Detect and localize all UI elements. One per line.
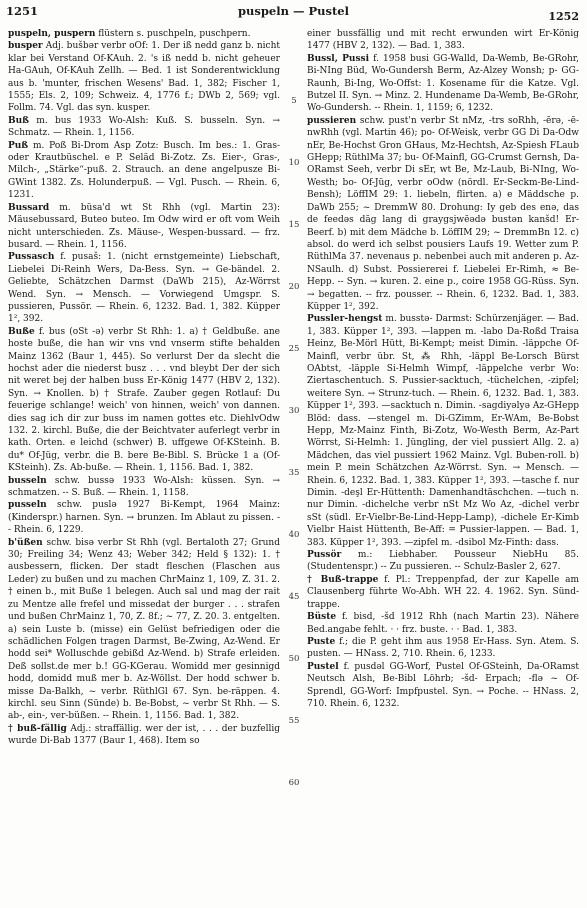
entry <box>307 661 579 711</box>
entry <box>307 28 579 53</box>
running-head: puspeln — Pustel <box>238 4 349 18</box>
line-number: 30 <box>288 406 300 416</box>
entry <box>307 53 579 115</box>
line-number: 5 <box>291 96 297 106</box>
entry <box>8 537 280 723</box>
line-number: 10 <box>288 158 300 168</box>
left-column <box>8 28 280 900</box>
line-number: 25 <box>288 344 300 354</box>
line-number: 55 <box>288 716 300 726</box>
entry <box>8 140 280 202</box>
entry-text: schw. bisə verbr St Rhh (vgl. Bertaloth 27; Grund 30; Freiling 34; Wenz 43; Weber 342; Held § 132): 1. † ausbessern, flicken. Der stadt fleschen (Flaschen aus Leder) zu bußen und zu machen ChrMainz 1, 109, Z. 31. 2. † einen b., mit Buße 1 belegen. Auch sal und mag der rait zu Mentze alle frefel und missedat der burger . . . strafen und bußen ChrMainz 1, 70, Z. 8f.; ~ 77, Z. 20. 3. entgelten. a) sein Luste b. (misse) ein Gelüst befriedigen oder die schädlichen Folgen tragen Darmst, Be-Zwing, Az-Wend. Er hodd sei* Wolluschde gebißd Az-Wend. b) Strafe erleiden. Deß sollst.de mer b.! GG-KGerau. Womidd mer gesinnigd hodd, domidd muß mer b. Az-Wöllst. Der hodd schwer b. misse Da-Balkh, ~ verbr. RüthlGl 67. Syn. be-räppen. 4. kirchl. seu Sinn (Sünde) b. Be-Bobst, ~ verbr St Rhh. — S. ab-, ein-, ver-büßen. -- Rhein. 1, 1156. Bad. 1, 382. <box>8 537 280 722</box>
entry-text: flüstern s. puschpeln, puschpern. <box>95 29 251 39</box>
entry-text: schw. bussə 1933 Wo-Alsh: küssen. Syn. → schmatzen. -- S. Buß. — Rhein. 1, 1158. <box>8 475 280 499</box>
entry-headword: Buß <box>8 115 29 126</box>
entry-headword: busper <box>8 41 43 52</box>
left-column-number: 1251 <box>6 4 39 18</box>
entry-headword: Pussör <box>307 550 342 561</box>
entry-text: schw. puslə 1927 Bi-Kempt, 1964 Mainz: (Kinderspr.) harnen. Syn. → brunzen. Im Ablaut zu pissen. -- Rhein. 6, 1229. <box>8 500 280 536</box>
line-number: 20 <box>288 282 300 292</box>
entry <box>8 40 280 114</box>
entry <box>307 313 579 549</box>
entry-headword: Büste <box>307 612 337 623</box>
entry <box>307 611 579 636</box>
entry-text: f.; die P. geht ihm aus 1958 Er-Hass. Syn. Atem. S. pusten. — HNass. 2, 710. Rhein. 6, 1233. <box>307 636 579 660</box>
right-column-number: 1252 <box>548 10 579 23</box>
entry-headword: Pustel <box>307 661 339 672</box>
entry <box>307 115 579 314</box>
entry-text: schw. pust'n verbr St nMz, -trs soRhh, -ērə, -ē- nwRhh (vgl. Martin 46); po- Of-Weisk, verbr GG Di Da-Odw nEr, Be-Hochst Gron GHaus, Mz-Hechtsh, Az-Spiesh FLaub GHepp; RüthlMa 37; bu- Of-Mainfl, GG-Crumst Gernsh, Da-ORamst Seeh, verbr Di sEr, wt Be, Mz-Laub, Bi-NIng, Wo-Westh; bo- Of-Jüg, verbr oOdw (nördl. Er-Seckm-Be-Lind-Bensh); LöffIM 29: 1. liebeln, flirten. a) e Mäddsche p. DaWb 255; ~ DremmW 80. Drohung: Iy geb des enə, das de feedəs dāg lang di graygsjwēədə bustən kanšd! Er-Beerf. b) mit dem Mädche b. LöffIM 29; ~ DremmBn 12. c) absol. do werd ich selbst pousiers Laufs 19. Wetter zum P. RüthlMa 37. nevenaus p. nebenbei auch mit anderen p. Az-NSaulh. d) Subst. Possiererei f. Liebelei Er-Rimh, ≈ Be-Hepp. -- Syn. → kuren. 2. eine p., coire 1958 GG-Rüss. Syn. → begatten. -- frz. pousser. -- Rhein. 6, 1232. Bad. 1, 383. Küpper 1², 392. <box>307 115 579 312</box>
entry-headword: puspeln, puspern <box>8 29 96 39</box>
entry-text: f. Pl.: Treppenpfad, der zur Kapelle am Clausenberg führte Wo-Abh. WH 22. 4. 1962. Syn. Sünd-trappe. <box>307 574 579 610</box>
entry-text: f. pusaš: 1. (nicht ernstgemeinte) Liebschaft, Liebelei Di-Reinh Wers, Da-Bess. Syn. → Ge-bändel. 2. Geliebte, Schätzchen Darmst (DaWb 215), Az-Wörrst Wend. Syn. → Mensch. — Vorwiegend Umgspr. S. pussieren, Pussör. — Rhein. 6, 1232. Bad. 1, 382. Küpper 1², 392. <box>8 252 280 325</box>
entry <box>307 574 579 611</box>
entry-text: m. büsa'd wt St Rhh (vgl. Martin 23): Mäusebussard, Buteo buteo. Im Odw wird er oft vom Weih nicht unterschieden. Zs. Mäuse-, Wespen-bussard. — frz. busard. — Rhein. 1, 1156. <box>8 202 280 250</box>
entry-headword: † buß-fällig <box>8 723 67 734</box>
line-number: 50 <box>288 654 300 664</box>
entry <box>8 475 280 500</box>
entry-headword: pussieren <box>307 115 357 126</box>
entry-headword: b'üßen <box>8 537 43 548</box>
entry <box>307 549 579 574</box>
entry-text: f. bus (oSt -ə) verbr St Rhh: 1. a) † Geldbuße. ane hoste buße, die han wir vns vnd vnserm stifte behalden Mainz 1362 (Baur 1, 445). So verlurst Der da slecht die hochst ader die niederst busz . . . vnd bleybt Der der sich nit weret bej der halben buss Er-König 1477 (HBV 2, 132). Syn. → Knollen. b) † Strafe. Zauber gegen Rotlauf: Du feuerige schlange! weich' von hinnen, weich' von dannen. dies sag ich dir zur buss im namen gottes etc. DiehlvOdw 132. 2. kirchl. Buße, die der Beichtvater auferlegt verbr in kath. Orten. e leichd (schwer) B. uffgewe Of-KSteinh. B. du* Of-Jüg, verbr. die B. bere Be-Bibl. S. Brücke 1 a (Of-KSteinh). Zs. Ab-buße. — Rhein. 1, 1156. Bad. 1, 382. <box>8 326 280 474</box>
entry-text: Adj. bušbər verbr oOf: 1. Der iß nedd ganz b. nicht klar bei Verstand Of-KAuh. 2. 's iß nedd b. nicht geheuer Ha-GAuh, Of-KAuh Zellh. — Bed. 1 ist Sonderentwicklung aus b. 'munter, frischen Wesens' Bad. 1, 382; Fischer 1, 1555; Els. 2, 109; Schweiz. 4, 1776 f.; DWb 2, 569; vgl. Follm. 74. Vgl. das syn. kusper. <box>8 41 280 114</box>
entry-text: f. pusdəl GG-Worf, Pustel Of-GSteinh, Da-ORamst Neutsch Alsh, Be-Bibl Löhrb; -šd- Erpach; -flə ~ Of-Sprendl, GG-Worf: Impfpustel. Syn. → Poche. -- HNass. 2, 710. Rhein. 6, 1232. <box>307 661 579 709</box>
entry-text: f. bisd, -šd 1912 Rhh (nach Martin 23). Nähere Bed.angabe fehlt. · · frz. buste. · · Bad. 1, 383. <box>307 612 579 635</box>
entry-headword: Bussl, Pussi <box>307 53 370 64</box>
entry-headword: † Buß-trappe <box>307 574 379 585</box>
line-number: 15 <box>288 220 300 230</box>
entry-headword: busseln <box>8 475 47 486</box>
entry-text: m. bus 1933 Wo-Alsh: Kuß. S. busseln. Syn. → Schmatz. — Rhein. 1, 1156. <box>8 115 280 139</box>
entry-text: m. Poß Bi-Drom Asp Zotz: Busch. Im bes.: 1. Gras- oder Krautbüschel. e P. Seläd Bi-Zotz. Zs. Eier-, Gras-, Milch-, „Stärke“-puß. 2. Strauch. an dene angelpusze Bi-GWint 1382. Zs. Holunderpuß. — Vgl. Pusch. — Rhein. 6, 1231. <box>8 140 280 201</box>
line-number: 60 <box>288 778 300 788</box>
line-number-gutter <box>283 28 305 900</box>
entry <box>8 326 280 475</box>
entry-text: einer bussfällig und mit recht erwunden wirt Er-König 1477 (HBV 2, 132). — Bad. 1, 383. <box>307 29 579 52</box>
entry <box>8 202 280 252</box>
entry <box>8 723 280 748</box>
entry-headword: Puß <box>8 140 29 151</box>
line-number: 40 <box>288 530 300 540</box>
entry <box>8 251 280 325</box>
entry-text: m. busstə- Darmst: Schürzenjäger. — Bad. 1, 383. Küpper 1², 393. —lappen m. -labo Da-Roßd Traisa Heinz, Be-Mörl Hütt, Bi-Kempt; meist Dimin. -läppche Of-Mainfl, verbr übr. St, ⁂ Rhh, -läppl Be-Lorsch Bürst OAbtst, -läpple Si-Helmh Wimpf, -läppelche verbr Wo: Ziertaschentuch. S. Pussier-sacktuch, -tüchelchen, -zipfel; weitere Syn. → Strunz-tuch. — Rhein. 6, 1232. Bad. 1, 383. Küpper 1², 393. —sacktuch n. Dimin. -sagdiyəlyə Az-GHepp Blöd: dass. —stengel m. Di-GZimm, Er-WAm, Be-Bobst Hepp, Mz-Mainz Finth, Bi-Zotz, Wo-Westh Berm, Az-Part Wörrst, Si-Helmh: 1. Jüngling, der viel pussiert Allg. 2. a) Mädchen, das viel pussiert 1962 Mainz. Vgl. Buben-roll. b) mein P. mein Schätzchen Az-Wörrst. Syn. → Mensch. — Rhein. 6, 1232. Bad. 1, 383. Küpper 1², 393. —tasche f. nur Dimin. -deşl Er-Hüttenth: Damenhandtäschchen. —tuch n. nur Dimin. -dichelche verbr nSt Mz Wo Az, -dichel verbr sSt (südl. Er-Vielbr-Be-Lind-Hepp-Lamp), -dichele Er-Kimb Vielbr Haist Hüttenth, Be-Aff: = Pussier-lappen. — Bad. 1, 383. Küpper 1², 393. —zipfel m. -dsibol Mz-Finth: dass. <box>307 314 579 548</box>
entry <box>307 636 579 661</box>
entry <box>8 28 280 40</box>
entry-headword: Pussasch <box>8 252 55 263</box>
entry-headword: Puste <box>307 636 336 647</box>
line-number: 35 <box>288 468 300 478</box>
entry-text: m.: Liebhaber. Pousseur NiebHu 85. (Studentenspr.) -- Zu pussieren. -- Schulz-Basler 2, 627. <box>307 550 579 573</box>
entry-headword: Bussard <box>8 202 50 213</box>
entry-headword: pusseln <box>8 500 47 511</box>
entry <box>8 499 280 536</box>
entry-headword: Buße <box>8 326 35 337</box>
line-number: 45 <box>288 592 300 602</box>
entry-text: Adj.: straffällig. wer der ist, . . . der buzfellig wurde Di-Bab 1377 (Baur 1, 468). Item so <box>8 723 280 747</box>
entry-text: f. 1958 busi GG-Walld, Da-Wemb, Be-GRohr, Bi-NIng Büd, Wo-Gundersh Berm, Az-Alzey Wonsh; p- GG-Raunh, Bi-Ing, Wo-Offst: 1. Kosename für die Katze. Vgl. Butzel II. Syn. → Minz. 2. Hundename Da-Wemb, Be-GRohr, Wo-Gundersh. -- Rhein. 1, 1159; 6, 1232. <box>307 53 579 114</box>
entry <box>8 115 280 140</box>
right-column <box>307 28 579 900</box>
entry-headword: Pussler-hengst <box>307 314 383 325</box>
